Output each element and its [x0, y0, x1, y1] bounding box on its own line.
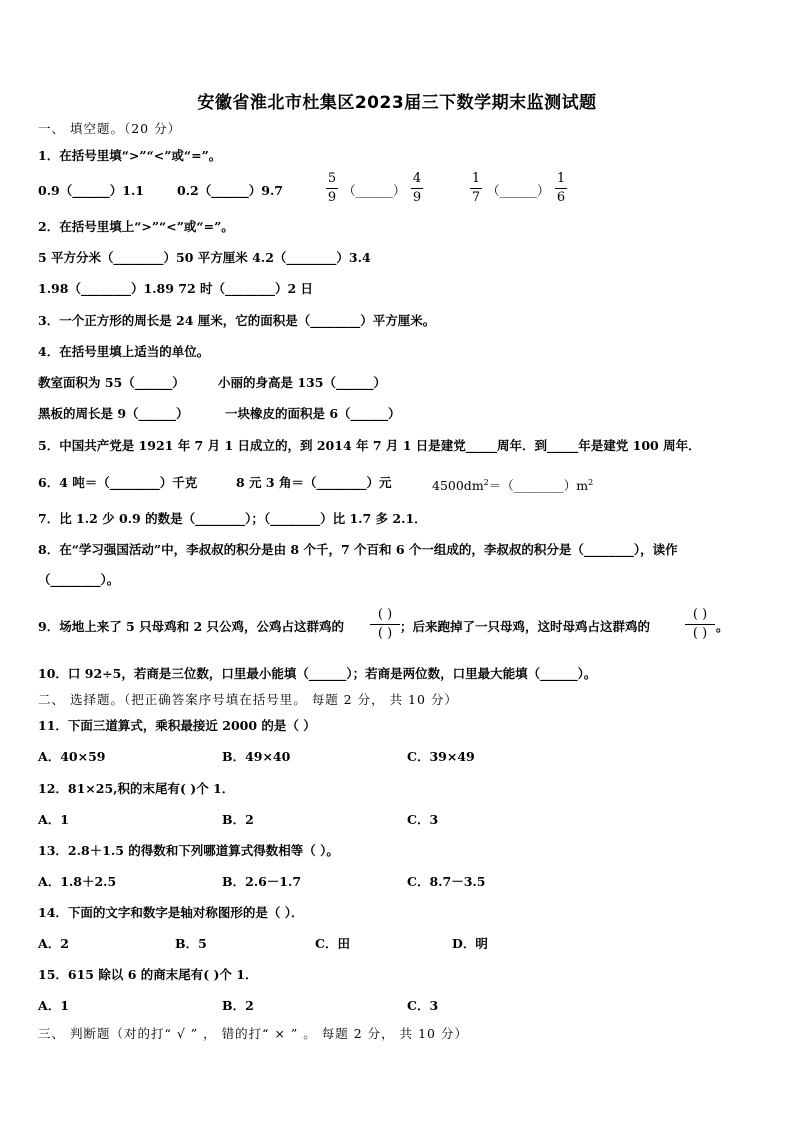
- q1-item-c-blank: （______）: [343, 183, 406, 198]
- page-title: 安徽省淮北市杜集区2023届三下数学期末监测试题: [197, 93, 597, 113]
- q15-option-b: B．2: [222, 998, 254, 1013]
- q4-item-a: 教室面积为 55（______）: [38, 375, 185, 390]
- question-14: 14．下面的文字和数字是轴对称图形的是（ ）．: [38, 905, 304, 920]
- q13-option-a: A．1.8＋2.5: [38, 874, 117, 889]
- question-9-part-1: 9．场地上来了 5 只母鸡和 2 只公鸡，公鸡占这群鸡的: [38, 619, 345, 634]
- q1-item-b: 0.2（______）9.7: [177, 183, 283, 198]
- q13-option-c: C．8.7－3.5: [407, 874, 486, 889]
- q14-option-d: D．明: [452, 936, 488, 951]
- q1-fraction-1-6: [555, 171, 567, 206]
- question-7: 7．比 1.2 少 0.9 的数是（________）；（________）比 1.7 多 2.1．: [38, 511, 427, 526]
- q14-option-a: A．2: [38, 936, 69, 951]
- q11-option-c: C．39×49: [407, 749, 475, 764]
- q4-item-d: 一块橡皮的面积是 6（______）: [225, 406, 401, 421]
- q6-c-exp2: 2: [588, 478, 594, 487]
- question-5: 5．中国共产党是 1921 年 7 月 1 日成立的，到 2014 年 7 月 1 日是建党_____周年．到_____年是建党 100 周年．: [38, 438, 701, 453]
- numerator: 1: [471, 171, 481, 186]
- q6-item-b: 8 元 3 角＝（________）元: [236, 475, 392, 490]
- q11-option-b: B．49×40: [222, 749, 291, 764]
- numerator: 1: [556, 171, 566, 186]
- q1-fraction-5-9: [326, 171, 338, 206]
- numerator: 4: [412, 171, 422, 186]
- q6-item-c: [432, 475, 593, 494]
- q14-option-b: B．5: [175, 936, 207, 951]
- q2-row-2: 1.98（________）1.89 72 时（________）2 日: [38, 281, 314, 296]
- question-15: 15．615 除以 6 的商末尾有( )个 1．: [38, 967, 258, 982]
- q6-c-exp: 2: [483, 478, 489, 487]
- q12-option-a: A．1: [38, 812, 69, 827]
- question-9-part-3: 。: [716, 619, 729, 634]
- question-9-part-2: ；后来跑掉了一只母鸡，这时母鸡占这群鸡的: [400, 619, 651, 634]
- q1-fraction-1-7: [470, 171, 482, 206]
- denominator: 6: [556, 190, 566, 205]
- numerator-blank: ( ): [692, 607, 708, 622]
- denominator: 9: [412, 190, 422, 205]
- q6-c-value: 4500dm: [432, 478, 484, 494]
- q14-option-c: C．田: [315, 936, 350, 951]
- q1-item-a: 0.9（______）1.1: [38, 183, 144, 198]
- q4-item-c: 黑板的周长是 9（______）: [38, 406, 189, 421]
- q1-item-d-blank: （______）: [487, 183, 550, 198]
- question-11: 11．下面三道算式，乘积最接近 2000 的是（ ）: [38, 718, 316, 733]
- section-choice: 二、 选择题。（把正确答案序号填在括号里。 每题 2 分， 共 10 分）: [38, 692, 458, 707]
- question-4: 4．在括号里填上适当的单位。: [38, 344, 210, 359]
- denominator: 7: [471, 190, 481, 205]
- section-fill-in: 一、 填空题。（20 分）: [38, 121, 182, 136]
- question-1: 1．在括号里填“>”“<”或“=”。: [38, 148, 222, 163]
- question-3: 3．一个正方形的周长是 24 厘米，它的面积是（________）平方厘米。: [38, 313, 436, 328]
- numerator-blank: ( ): [377, 607, 393, 622]
- question-2: 2．在括号里填上“>”“<”或“=”。: [38, 219, 234, 234]
- q6-c-blank: ＝（________）m: [488, 478, 589, 494]
- question-8-line-1: 8．在“学习强国活动”中，李叔叔的积分是由 8 个千，7 个百和 6 个一组成的，李叔叔的积分是（________），读作: [38, 542, 678, 557]
- q15-option-c: C．3: [407, 998, 439, 1013]
- q9-fraction-blank-2: [685, 607, 715, 642]
- denominator-blank: ( ): [692, 626, 708, 641]
- q9-fraction-blank-1: [370, 607, 400, 642]
- q2-row-1: 5 平方分米（________）50 平方厘米 4.2（________）3.4: [38, 250, 371, 265]
- q11-option-a: A．40×59: [38, 749, 106, 764]
- section-true-false: 三、 判断题（对的打“ √ ” ， 错的打“ × ” 。 每题 2 分， 共 10 分）: [38, 1026, 468, 1041]
- q6-item-a: 6．4 吨＝（________）千克: [38, 475, 198, 490]
- q12-option-c: C．3: [407, 812, 439, 827]
- q12-option-b: B．2: [222, 812, 254, 827]
- numerator: 5: [327, 171, 337, 186]
- q4-item-b: 小丽的身高是 135（______）: [218, 375, 386, 390]
- question-8-line-2: （________）。: [38, 572, 120, 587]
- q15-option-a: A．1: [38, 998, 69, 1013]
- denominator: 9: [327, 190, 337, 205]
- question-13: 13．2.8＋1.5 的得数和下列哪道算式得数相等（ ）。: [38, 843, 339, 858]
- q13-option-b: B．2.6－1.7: [222, 874, 302, 889]
- question-10: 10．口 92÷5，若商是三位数，口里最小能填（______）；若商是两位数，口里最大能填（______）。: [38, 666, 597, 681]
- denominator-blank: ( ): [377, 626, 393, 641]
- question-12: 12．81×25,积的末尾有( )个 1．: [38, 781, 235, 796]
- q1-fraction-4-9: [411, 171, 423, 206]
